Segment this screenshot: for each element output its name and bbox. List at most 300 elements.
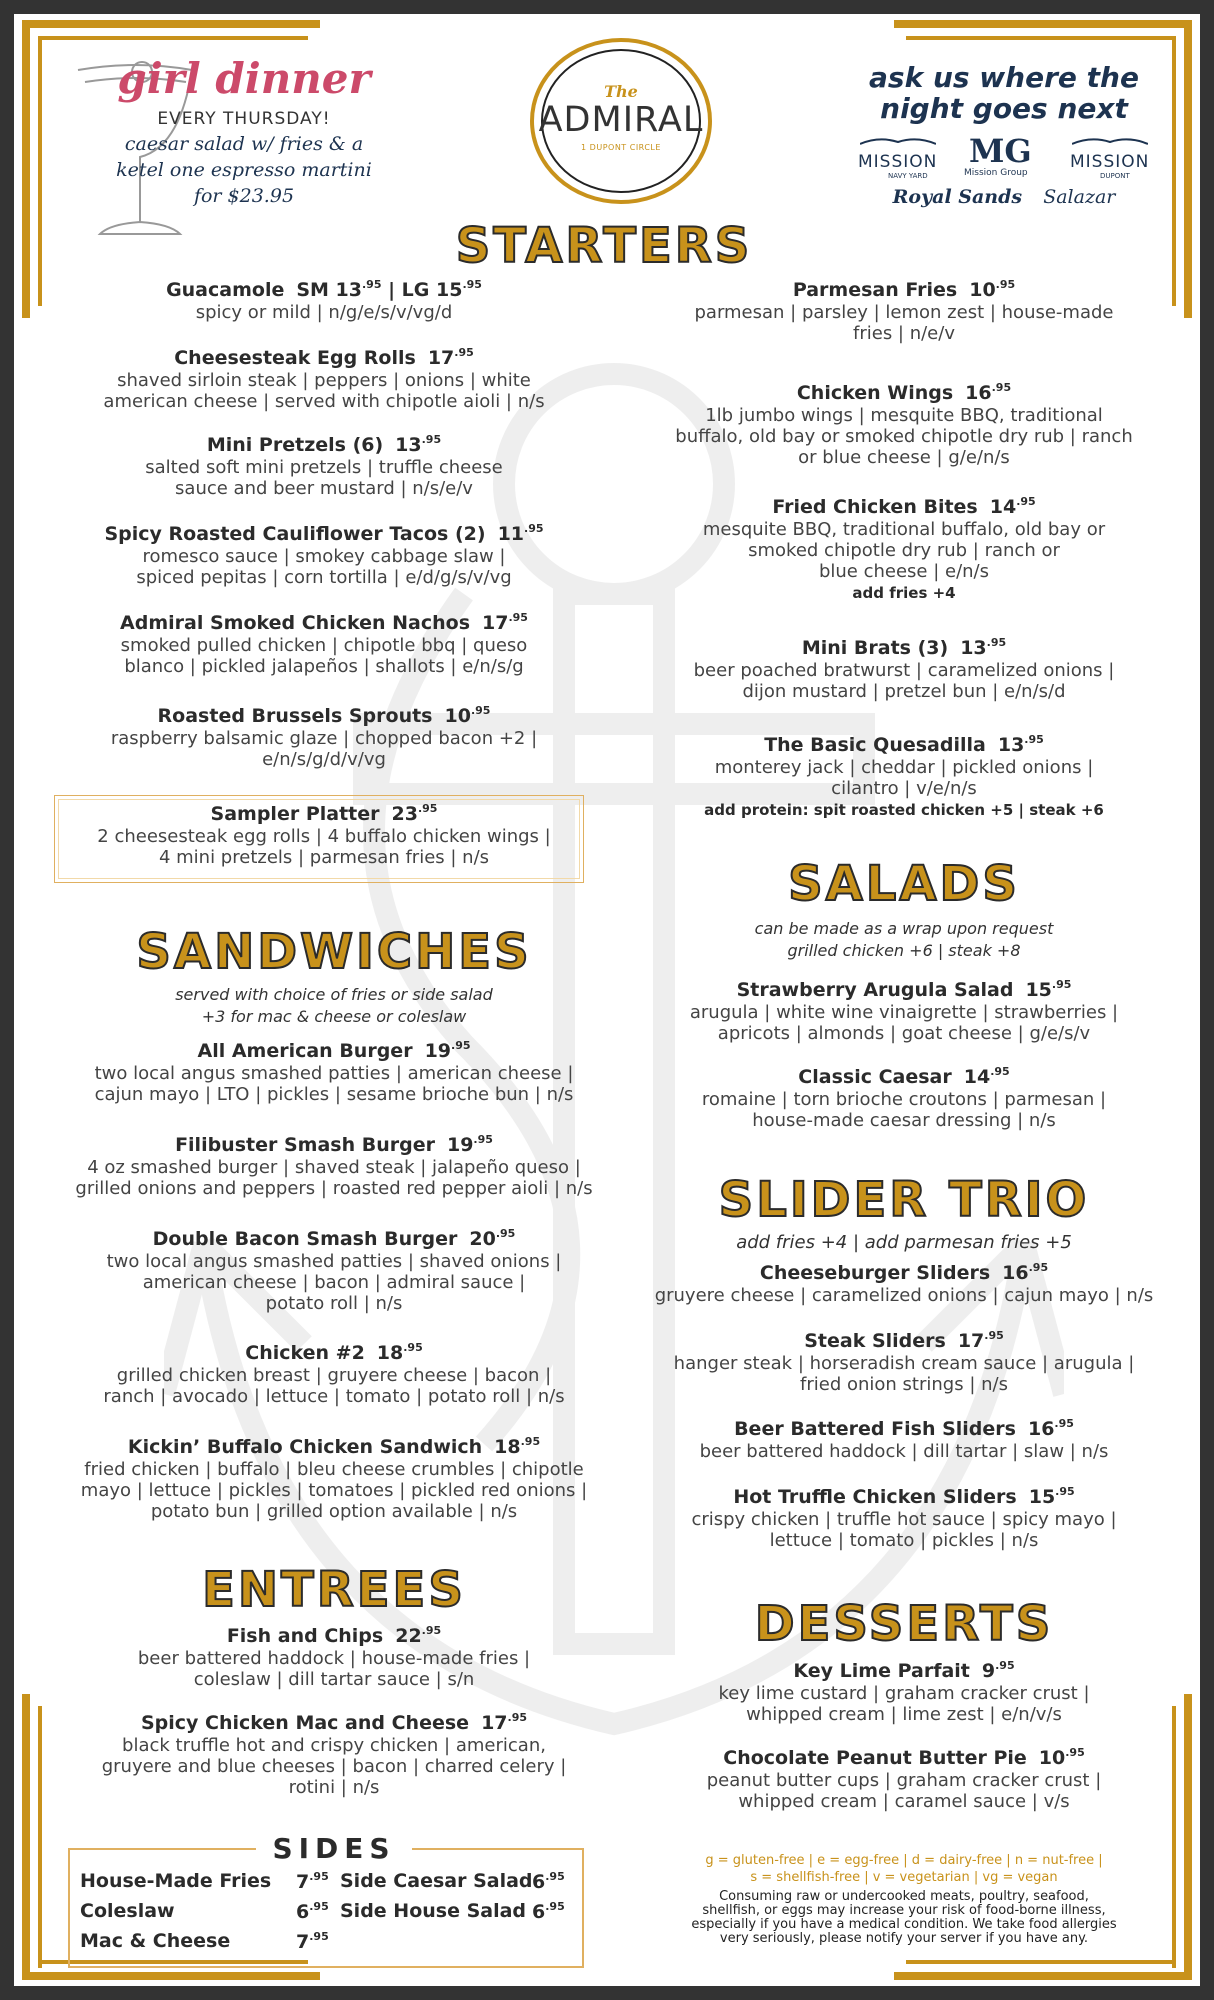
side-item-price <box>532 1900 565 1923</box>
price-cents: .95 <box>421 433 442 446</box>
legend-line: s = shellfish-free | v = vegetarian | vg = vegan <box>750 1870 1058 1885</box>
menu-item <box>74 1624 594 1690</box>
menu-item-header <box>644 1065 1164 1089</box>
partner-names <box>854 186 1154 208</box>
menu-item-header <box>74 1624 594 1648</box>
price-dollars: 13 <box>960 637 987 659</box>
menu-item-name: Chicken #2 <box>245 1342 365 1364</box>
menu-item-name: Key Lime Parfait <box>793 1660 970 1682</box>
corner-bracket <box>1172 36 1176 306</box>
menu-item <box>44 1341 624 1407</box>
menu-item-description: romaine | torn brioche croutons | parmesan | <box>701 1089 1107 1110</box>
menu-item-name: Steak Sliders <box>804 1330 946 1352</box>
price-dollars: 10 <box>444 705 471 727</box>
menu-item-price <box>998 734 1044 756</box>
menu-item-description: black truffle hot and crispy chicken | american, <box>122 1735 546 1756</box>
price-dollars: 18 <box>376 1342 404 1364</box>
menu-item-name: Filibuster Smash Burger <box>175 1134 435 1156</box>
menu-item <box>634 1417 1174 1462</box>
menu-item-name: Mini Pretzels (6) <box>206 434 384 456</box>
corner-bracket <box>22 1972 320 1980</box>
price-dollars: 14 <box>963 1066 991 1088</box>
price-dollars: 13 <box>395 434 422 456</box>
price-dollars: 20 <box>469 1228 496 1250</box>
corner-bracket <box>38 36 308 40</box>
price-dollars: 15 <box>1025 979 1052 1001</box>
menu-item-header <box>74 1711 594 1735</box>
menu-item-name: Beer Battered Fish Sliders <box>734 1418 1016 1440</box>
price-dollars: 17 <box>482 612 509 634</box>
menu-item-header <box>44 1133 624 1157</box>
menu-item-description: whipped cream | caramel sauce | v/s <box>738 1791 1070 1812</box>
corner-bracket <box>1172 1706 1176 1968</box>
menu-item <box>624 278 1184 344</box>
price-dollars: 11 <box>497 523 525 545</box>
menu-item-description: beer poached bratwurst | caramelized onions | <box>693 660 1115 681</box>
price-cents: .95 <box>1051 978 1072 991</box>
menu-item-header <box>644 1746 1164 1770</box>
menu-item-price <box>445 705 491 727</box>
price-dollars: 19 <box>446 1134 474 1156</box>
menu-item-price <box>498 523 544 545</box>
price-cents: .95 <box>309 1870 329 1883</box>
menu-item-price <box>1028 1418 1074 1440</box>
price-cents: .95 <box>986 636 1007 649</box>
menu-item-price <box>1029 1486 1075 1508</box>
price-cents: .95 <box>421 1624 442 1637</box>
promo-line: caesar salad w/ fries & a <box>124 133 364 155</box>
price-dollars: 17 <box>427 347 455 369</box>
sandwiches-note-line: +3 for mac & cheese or coleslaw <box>201 1007 467 1026</box>
menu-item <box>44 1435 624 1522</box>
menu-item-description: 4 mini pretzels | parmesan fries | n/s <box>158 847 490 868</box>
promo-subtitle: EVERY THURSDAY! <box>157 109 331 129</box>
promo-line: ketel one espresso martini <box>116 159 372 181</box>
menu-item-price <box>1002 1262 1048 1284</box>
partners-heading-line: ask us where the <box>869 61 1139 94</box>
price-dollars: 6 <box>296 1901 310 1923</box>
price-cents: .95 <box>520 1435 541 1448</box>
menu-item-name: Roasted Brussels Sprouts <box>157 705 433 727</box>
menu-item-description: peanut butter cups | graham cracker crust | <box>706 1770 1102 1791</box>
menu-item-addon: add protein: spit roasted chicken +5 | steak +6 <box>704 801 1104 819</box>
menu-item-header <box>44 1039 624 1063</box>
menu-item-description: coleslaw | dill tartar sauce | s/n <box>193 1669 475 1690</box>
price-cents: .95 <box>545 1870 565 1883</box>
menu-item-name: Fried Chicken Bites <box>772 496 978 518</box>
menu-item-header <box>634 1485 1174 1509</box>
price-cents: .95 <box>991 381 1012 394</box>
mission-group-logo: MG <box>969 132 1032 170</box>
corner-bracket <box>894 1972 1192 1980</box>
corner-bracket <box>906 1960 1176 1964</box>
menu-item <box>54 278 594 323</box>
menu-item-header <box>54 278 594 302</box>
menu-item-header <box>54 802 594 826</box>
menu-item <box>624 381 1184 468</box>
salads-note-line: grilled chicken +6 | steak +8 <box>787 941 1021 960</box>
disclaimer-line: very seriously, please notify your server if you have any. <box>719 1931 1089 1946</box>
menu-item-description: spicy or mild | n/g/e/s/v/vg/d <box>195 302 453 323</box>
menu-item-description: e/n/s/g/d/v/vg <box>262 749 386 770</box>
menu-item-price <box>447 1134 493 1156</box>
menu-item-description: gruyere and blue cheeses | bacon | charred celery | <box>101 1756 567 1777</box>
price-dollars: 6 <box>532 1901 546 1923</box>
menu-item-header <box>644 1659 1164 1683</box>
sandwiches-note <box>74 984 594 1028</box>
disclaimer-line: shellfish, or eggs may increase your risk of food-borne illness, <box>702 1903 1106 1918</box>
menu-item <box>44 1227 624 1314</box>
price-cents: .95 <box>1054 1417 1074 1430</box>
menu-item-description: buffalo, old bay or smoked chipotle dry rub | ranch <box>675 426 1133 447</box>
logo-name: ADMIRAL <box>538 100 704 140</box>
menu-item-price <box>990 496 1036 518</box>
menu-item-name: Double Bacon Smash Burger <box>152 1228 458 1250</box>
price-cents: .95 <box>362 278 382 291</box>
price-cents: .95 <box>545 1900 565 1913</box>
menu-item-description: gruyere cheese | caramelized onions | cajun mayo | n/s <box>654 1285 1154 1306</box>
side-item-name: Mac & Cheese <box>80 1930 231 1952</box>
corner-bracket <box>1184 1694 1192 1980</box>
menu-item-description: romesco sauce | smokey cabbage slaw | <box>142 546 506 567</box>
menu-item-description: or blue cheese | g/e/n/s <box>798 447 1010 468</box>
disclaimer-line: Consuming raw or undercooked meats, poultry, seafood, <box>719 1889 1089 1904</box>
menu-item <box>54 346 594 412</box>
corner-bracket <box>38 36 42 306</box>
menu-item <box>644 978 1164 1044</box>
price-dollars: 16 <box>965 382 992 404</box>
disclaimer-line: especially if you have a medical condition. We take food allergies <box>691 1917 1117 1932</box>
wave-icon <box>1072 136 1148 146</box>
menu-item-description: 4 oz smashed burger | shaved steak | jalapeño queso | <box>87 1157 581 1178</box>
salazar-logo: Salazar <box>1043 186 1116 208</box>
mission-dupont-logo: MISSION <box>1070 152 1150 172</box>
price-cents: .95 <box>309 1930 329 1943</box>
price-dollars: 15 <box>1028 1486 1056 1508</box>
menu-item-description: fried onion strings | n/s <box>800 1374 1008 1395</box>
menu-item-description: 1lb jumbo wings | mesquite BBQ, traditional <box>705 405 1103 426</box>
menu-item-name: Hot Truffle Chicken Sliders <box>733 1486 1017 1508</box>
price-cents: .95 <box>1028 1261 1049 1274</box>
price-dollars: 23 <box>391 803 418 825</box>
menu-item <box>644 1659 1164 1725</box>
corner-bracket <box>22 20 30 318</box>
menu-item <box>634 1261 1174 1306</box>
price-cents: .95 <box>508 611 528 624</box>
price-dollars: 9 <box>981 1660 996 1682</box>
menu-item-header <box>624 636 1184 660</box>
menu-item-price <box>960 637 1006 659</box>
menu-item-price <box>969 279 1015 301</box>
slider-note: add fries +4 | add parmesan fries +5 <box>736 1232 1072 1253</box>
menu-item-description: lettuce | tomato | pickles | n/s <box>769 1530 1039 1551</box>
price-cents: .95 <box>995 1659 1015 1672</box>
menu-item-price <box>958 1330 1004 1352</box>
partners-heading <box>854 62 1154 124</box>
menu-item-description: monterey jack | cheddar | pickled onions | <box>714 757 1094 778</box>
menu-item <box>644 1746 1164 1812</box>
price-dollars: 17 <box>481 1712 508 1734</box>
menu-item-description: potato bun | grilled option available | n/s <box>150 1501 518 1522</box>
menu-item-description: mayo | lettuce | pickles | tomatoes | pickled red onions | <box>80 1480 588 1501</box>
menu-item-price <box>482 612 528 634</box>
menu-item-header <box>624 733 1184 757</box>
menu-item-price <box>428 347 474 369</box>
menu-item-name: The Basic Quesadilla <box>764 734 986 756</box>
menu-item-name: Cheeseburger Sliders <box>759 1262 991 1284</box>
price-dollars: 14 <box>989 496 1017 518</box>
menu-item-header <box>54 522 594 546</box>
corner-bracket <box>22 1694 30 1980</box>
menu-item-description: rotini | n/s <box>288 1777 380 1798</box>
menu-item-description: cilantro | v/e/n/s <box>831 778 977 799</box>
menu-item-description: beer battered haddock | dill tartar | slaw | n/s <box>699 1441 1109 1462</box>
sandwiches-heading: SANDWICHES <box>136 924 532 980</box>
menu-item-description: hanger steak | horseradish cream sauce | arugula | <box>673 1353 1135 1374</box>
menu-item-name: Strawberry Arugula Salad <box>736 979 1014 1001</box>
menu-item-price <box>377 1342 423 1364</box>
menu-item-price <box>494 1436 540 1458</box>
menu-item-header <box>54 704 594 728</box>
price-cents: .95 <box>451 1039 471 1052</box>
price-cents: .95 <box>495 1227 516 1240</box>
logo-address: 1 DUPONT CIRCLE <box>581 143 661 152</box>
price-cents: .95 <box>524 522 544 535</box>
side-item-name: Coleslaw <box>80 1900 175 1922</box>
price-cents: .95 <box>1016 495 1036 508</box>
salads-note-line: can be made as a wrap upon request <box>754 919 1054 938</box>
menu-item <box>54 611 594 677</box>
menu-item-name: Guacamole <box>166 279 285 301</box>
menu-item <box>634 1485 1174 1551</box>
salads-heading: SALADS <box>788 856 1020 912</box>
price-cents: .95 <box>417 802 438 815</box>
menu-item-description: apricots | almonds | goat cheese | g/e/s/v <box>717 1023 1091 1044</box>
sides-heading: SIDES <box>256 1832 412 1865</box>
menu-item <box>54 704 594 770</box>
menu-item <box>624 495 1184 602</box>
price-cents: .95 <box>403 1341 423 1354</box>
menu-item-price <box>1025 979 1071 1001</box>
menu-item-header <box>634 1261 1174 1285</box>
menu-item-description: crispy chicken | truffle hot sauce | spicy mayo | <box>691 1509 1117 1530</box>
menu-sheet <box>14 14 1200 1986</box>
price-dollars: 18 <box>494 1436 521 1458</box>
side-item-name: House-Made Fries <box>80 1870 272 1892</box>
girl-dinner-promo <box>104 54 384 207</box>
price-dollars: 7 <box>296 1871 310 1893</box>
menu-item-description: american cheese | bacon | admiral sauce | <box>142 1272 526 1293</box>
menu-item-description: dijon mustard | pretzel bun | e/n/s/d <box>742 681 1066 702</box>
menu-item-price <box>982 1660 1015 1682</box>
menu-item <box>624 636 1184 702</box>
menu-item-description: cajun mayo | LTO | pickles | sesame brioche bun | n/s <box>94 1084 574 1105</box>
promo-line: for $23.95 <box>193 185 295 207</box>
menu-item-description: 2 cheesesteak egg rolls | 4 buffalo chicken wings | <box>97 826 551 847</box>
price-cents: .95 <box>990 1065 1010 1078</box>
menu-item-header <box>624 495 1184 519</box>
promo-title: girl dinner <box>117 54 371 103</box>
menu-item-header <box>634 1417 1174 1441</box>
menu-item-description: fried chicken | buffalo | bleu cheese crumbles | chipotle <box>84 1459 584 1480</box>
side-item-name: Side House Salad <box>340 1900 527 1922</box>
menu-item-description: beer battered haddock | house-made fries | <box>137 1648 531 1669</box>
corner-bracket <box>1184 20 1192 318</box>
price-cents: .95 <box>473 1133 493 1146</box>
menu-item-description: two local angus smashed patties | shaved onions | <box>106 1251 562 1272</box>
price-dollars: 22 <box>395 1625 422 1647</box>
menu-item-description: blanco | pickled jalapeños | shallots | e/n/s/g <box>124 656 524 677</box>
price-cents: .95 <box>1055 1485 1075 1498</box>
menu-item <box>644 1065 1164 1131</box>
menu-item-price <box>1039 1747 1085 1769</box>
price-dollars: SM 13 <box>296 279 362 301</box>
partner-logos <box>858 132 1154 178</box>
price-dollars: 6 <box>532 1871 546 1893</box>
menu-item-name: All American Burger <box>197 1040 413 1062</box>
menu-item <box>54 802 594 868</box>
menu-item <box>634 1329 1174 1395</box>
salads-note <box>644 918 1164 962</box>
price-cents: .95 <box>454 346 474 359</box>
menu-item-price <box>469 1228 515 1250</box>
royal-sands-logo: Royal Sands <box>892 186 1023 208</box>
price-cents: .95 <box>309 1900 329 1913</box>
menu-item-description: house-made caesar dressing | n/s <box>752 1110 1056 1131</box>
menu-item-price <box>395 1625 441 1647</box>
price-dollars: 10 <box>1038 1747 1066 1769</box>
price-dollars: 7 <box>296 1931 310 1953</box>
price-cents: .95 <box>507 1711 528 1724</box>
menu-item-header <box>44 1435 624 1459</box>
menu-item <box>54 522 594 588</box>
price-dollars: 16 <box>1002 1262 1029 1284</box>
menu-item-header <box>644 978 1164 1002</box>
side-item-price <box>296 1900 329 1923</box>
menu-item-price <box>964 1066 1010 1088</box>
menu-item-description: ranch | avocado | lettuce | tomato | potato roll | n/s <box>103 1386 565 1407</box>
price-cents: .95 <box>462 278 482 291</box>
mission-navy-yard-sub: NAVY YARD <box>888 172 928 180</box>
corner-bracket <box>894 20 1192 28</box>
price-dollars: 16 <box>1027 1418 1055 1440</box>
menu-item-description: mesquite BBQ, traditional buffalo, old bay or <box>702 519 1106 540</box>
corner-bracket <box>22 20 320 28</box>
menu-item-price <box>395 434 441 456</box>
menu-item-header <box>44 1341 624 1365</box>
menu-item-description: arugula | white wine vinaigrette | strawberries | <box>689 1002 1119 1023</box>
menu-item-header <box>44 1227 624 1251</box>
price-cents: .95 <box>1065 1746 1085 1759</box>
mission-group-sub: Mission Group <box>964 168 1028 178</box>
menu-item-header <box>54 346 594 370</box>
menu-item-name: Classic Caesar <box>798 1066 952 1088</box>
price-dollars: 10 <box>969 279 996 301</box>
menu-item-description: raspberry balsamic glaze | chopped bacon +2 | <box>110 728 538 749</box>
price-cents: .95 <box>1024 733 1044 746</box>
side-item-name: Side Caesar Salad <box>340 1870 533 1892</box>
mission-navy-yard-logo: MISSION <box>858 152 938 172</box>
menu-item-header <box>54 611 594 635</box>
menu-item-name: Fish and Chips <box>226 1625 384 1647</box>
menu-item-price <box>481 1712 527 1734</box>
menu-item-name: Chicken Wings <box>796 382 954 404</box>
menu-item-description: fries | n/e/v <box>853 323 955 344</box>
menu-item-description: whipped cream | lime zest | e/n/v/s <box>746 1704 1062 1725</box>
menu-item-description: shaved sirloin steak | peppers | onions | white <box>117 370 531 391</box>
price-cents: .95 <box>470 704 491 717</box>
desserts-heading: DESSERTS <box>754 1596 1054 1652</box>
mission-dupont-sub: DUPONT <box>1100 172 1130 180</box>
sandwiches-note-line: served with choice of fries or side salad <box>175 985 493 1004</box>
price-dollars: 17 <box>957 1330 985 1352</box>
menu-item-description: parmesan | parsley | lemon zest | house-made <box>694 302 1114 323</box>
menu-item-description: smoked pulled chicken | chipotle bbq | queso <box>120 635 528 656</box>
logo-the: The <box>604 82 638 101</box>
menu-item-name: Mini Brats (3) <box>801 637 949 659</box>
menu-item-description: two local angus smashed patties | american cheese | <box>94 1063 574 1084</box>
menu-item-description: grilled onions and peppers | roasted red pepper aioli | n/s <box>75 1178 593 1199</box>
menu-item <box>44 1133 624 1199</box>
menu-item-description: potato roll | n/s <box>265 1293 403 1314</box>
entrees-heading: ENTREES <box>202 1562 466 1618</box>
menu-item-price <box>425 1040 471 1062</box>
menu-item-name: Parmesan Fries <box>792 279 958 301</box>
legend-line: g = gluten-free | e = egg-free | d = dairy-free | n = nut-free | <box>705 1853 1103 1868</box>
price-cents: .95 <box>995 278 1016 291</box>
menu-item-name: Chocolate Peanut Butter Pie <box>723 1747 1027 1769</box>
side-item-price <box>296 1870 329 1893</box>
price-cents: .95 <box>984 1329 1004 1342</box>
menu-item-description: american cheese | served with chipotle aioli | n/s <box>103 391 545 412</box>
menu-item-addon: add fries +4 <box>852 584 956 602</box>
menu-item-description: grilled chicken breast | gruyere cheese | bacon | <box>116 1365 552 1386</box>
slider-trio-heading: SLIDER TRIO <box>718 1172 1090 1228</box>
menu-item <box>54 433 594 499</box>
price-dollars: | LG 15 <box>381 279 463 301</box>
menu-item-price <box>392 803 438 825</box>
menu-item-header <box>624 381 1184 405</box>
menu-item-name: Sampler Platter <box>210 803 380 825</box>
menu-item-price <box>296 279 482 301</box>
allergy-disclaimer <box>644 1890 1164 1946</box>
price-dollars: 19 <box>424 1040 452 1062</box>
menu-item-description: spiced pepitas | corn tortilla | e/d/g/s/v/vg <box>136 567 512 588</box>
menu-item-header <box>624 278 1184 302</box>
menu-item-header <box>634 1329 1174 1353</box>
menu-item-price <box>965 382 1011 404</box>
dietary-legend <box>644 1852 1164 1886</box>
price-dollars: 13 <box>997 734 1025 756</box>
menu-item <box>44 1039 624 1105</box>
menu-item-description: blue cheese | e/n/s <box>818 561 990 582</box>
side-item-price <box>296 1930 329 1953</box>
menu-item-description: key lime custard | graham cracker crust | <box>718 1683 1090 1704</box>
menu-item-name: Cheesesteak Egg Rolls <box>174 347 416 369</box>
menu-item-header <box>54 433 594 457</box>
menu-item-name: Kickin’ Buffalo Chicken Sandwich <box>127 1436 483 1458</box>
menu-item-description: salted soft mini pretzels | truffle cheese <box>145 457 503 478</box>
side-item-price <box>532 1870 565 1893</box>
menu-item-description: sauce and beer mustard | n/s/e/v <box>175 478 473 499</box>
menu-item <box>74 1711 594 1798</box>
menu-item <box>624 733 1184 819</box>
starters-heading: STARTERS <box>455 218 753 274</box>
menu-item-name: Spicy Roasted Cauliflower Tacos (2) <box>104 523 486 545</box>
partners-heading-line: night goes next <box>880 92 1128 125</box>
menu-item-name: Admiral Smoked Chicken Nachos <box>120 612 471 634</box>
menu-item-name: Spicy Chicken Mac and Cheese <box>140 1712 470 1734</box>
